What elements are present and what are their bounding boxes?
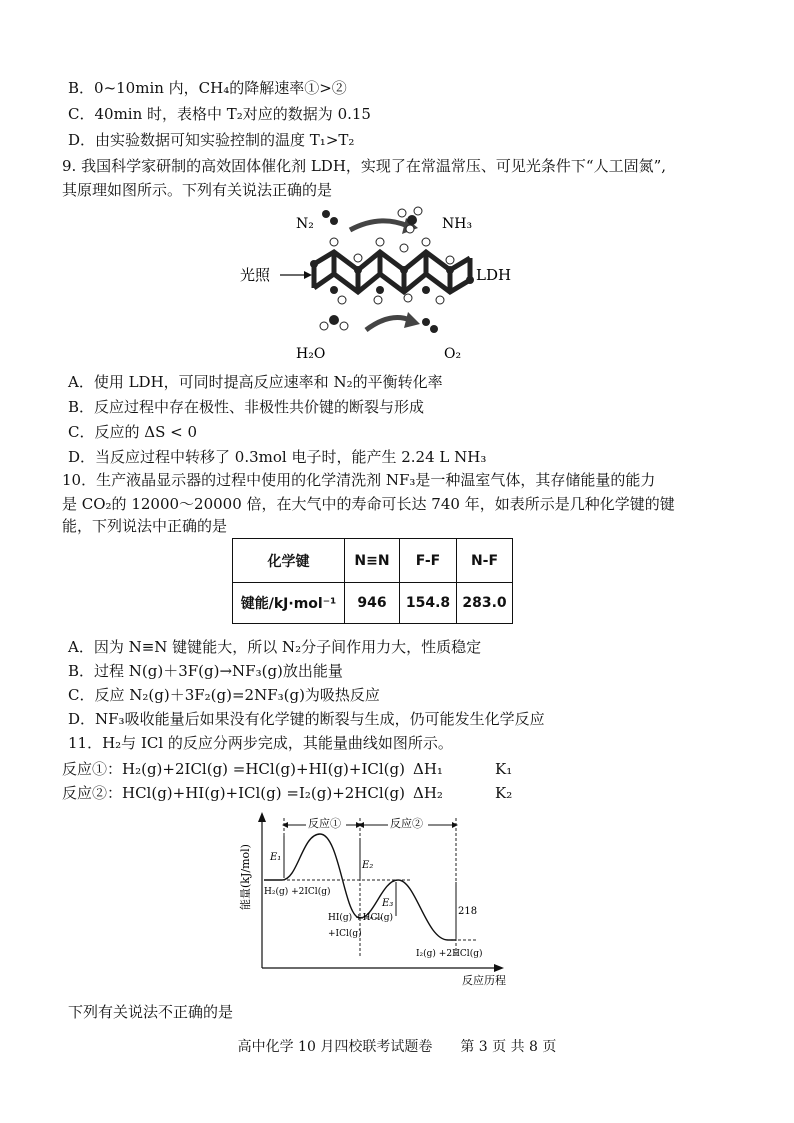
table-row-label: 键能/kJ·mol⁻¹ — [233, 583, 345, 624]
q10-option-d: D．NF₃吸收能量后如果没有化学键的断裂与生成，仍可能发生化学反应 — [68, 710, 545, 728]
q10-stem-2: 是 CO₂的 12000～20000 倍，在大气中的寿命可长达 740 年，如表所示是几种化学键的键 — [62, 495, 675, 513]
q9-stem: 9. 我国科学家研制的高效固体催化剂 LDH，实现了在常温常压、可见光条件下“人工固氮”, — [62, 157, 667, 175]
energy-profile-diagram — [236, 808, 526, 992]
q9-option-a: A．使用 LDH，可同时提高反应速率和 N₂的平衡转化率 — [68, 373, 443, 391]
o2-label: O₂ — [444, 346, 462, 362]
page-footer: 高中化学 10 月四校联考试题卷 第 3 页 共 8 页 — [237, 1039, 557, 1055]
delta-label: 218 — [458, 906, 478, 917]
n2-label: N₂ — [296, 216, 314, 232]
q9-option-c: C．反应的 ΔS < 0 — [68, 423, 198, 441]
q8-option-c: C．40min 时，表格中 T₂对应的数据为 0.15 — [68, 105, 371, 123]
end-state-label: I₂(g) +2HCl(g) — [416, 949, 483, 959]
light-label: 光照 — [240, 266, 271, 284]
q9-option-b: B．反应过程中存在极性、非极性共价键的断裂与形成 — [68, 398, 425, 416]
bond-energy-table — [232, 538, 513, 624]
start-state-label: H₂(g) +2ICl(g) — [264, 887, 331, 897]
reaction-1-dh: ΔH₁ — [413, 760, 443, 778]
nh3-label: NH₃ — [442, 216, 473, 232]
table-header-cell: 化学键 — [233, 539, 345, 583]
ldh-diagram — [230, 200, 530, 368]
reaction-2-dh: ΔH₂ — [413, 784, 443, 802]
q10-option-a: A．因为 N≡N 键键能大，所以 N₂分子间作用力大，性质稳定 — [68, 638, 482, 656]
mid-state-label-2: +ICl(g) — [328, 929, 362, 939]
q11-prompt: 下列有关说法不正确的是 — [68, 1003, 234, 1021]
q8-option-d: D．由实验数据可知实验控制的温度 T₁>T₂ — [68, 131, 355, 149]
e1-label: E₁ — [270, 852, 282, 863]
q9-option-d: D．当反应过程中转移了 0.3mol 电子时，能产生 2.24 L NH₃ — [68, 448, 487, 466]
reaction-2: 反应②：HCl(g)+HI(g)+ICl(g) =I₂(g)+2HCl(g) — [62, 784, 405, 802]
reaction-2-k: K₂ — [495, 784, 513, 802]
h2o-label: H₂O — [296, 346, 326, 362]
table-cell: 946 — [345, 583, 400, 624]
q10-stem-3: 能，下列说法中正确的是 — [62, 517, 228, 535]
table-header-cell: N≡N — [345, 539, 400, 583]
table-cell: 154.8 — [400, 583, 457, 624]
e3-label: E₃ — [382, 898, 394, 909]
q11-stem: 11．H₂与 ICl 的反应分两步完成，其能量曲线如图所示。 — [68, 734, 453, 752]
q10-option-c: C．反应 N₂(g)＋3F₂(g)=2NF₃(g)为吸热反应 — [68, 686, 380, 704]
table-cell: 283.0 — [457, 583, 513, 624]
q10-option-b: B．过程 N(g)＋3F(g)→NF₃(g)放出能量 — [68, 662, 343, 680]
x-axis-label: 反应历程 — [462, 974, 506, 987]
step2-label: 反应② — [390, 817, 423, 830]
reaction-1-k: K₁ — [495, 760, 513, 778]
e2-label: E₂ — [362, 860, 374, 871]
q10-stem: 10．生产液晶显示器的过程中使用的化学清洗剂 NF₃是一种温室气体，其存储能量的能力 — [62, 471, 656, 489]
y-axis-label: 能量(kJ/mol) — [239, 844, 252, 910]
reaction-1: 反应①：H₂(g)+2ICl(g) =HCl(g)+HI(g)+ICl(g) — [62, 760, 405, 778]
mid-state-label: HI(g) +HCl(g) — [328, 913, 393, 923]
table-header-cell: N-F — [457, 539, 513, 583]
step1-label: 反应① — [308, 817, 341, 830]
q8-option-b: B．0~10min 内，CH₄的降解速率①>② — [68, 79, 347, 97]
table-header-cell: F-F — [400, 539, 457, 583]
q9-stem-cont: 其原理如图所示。下列有关说法正确的是 — [62, 181, 333, 199]
ldh-label: LDH — [476, 266, 512, 284]
